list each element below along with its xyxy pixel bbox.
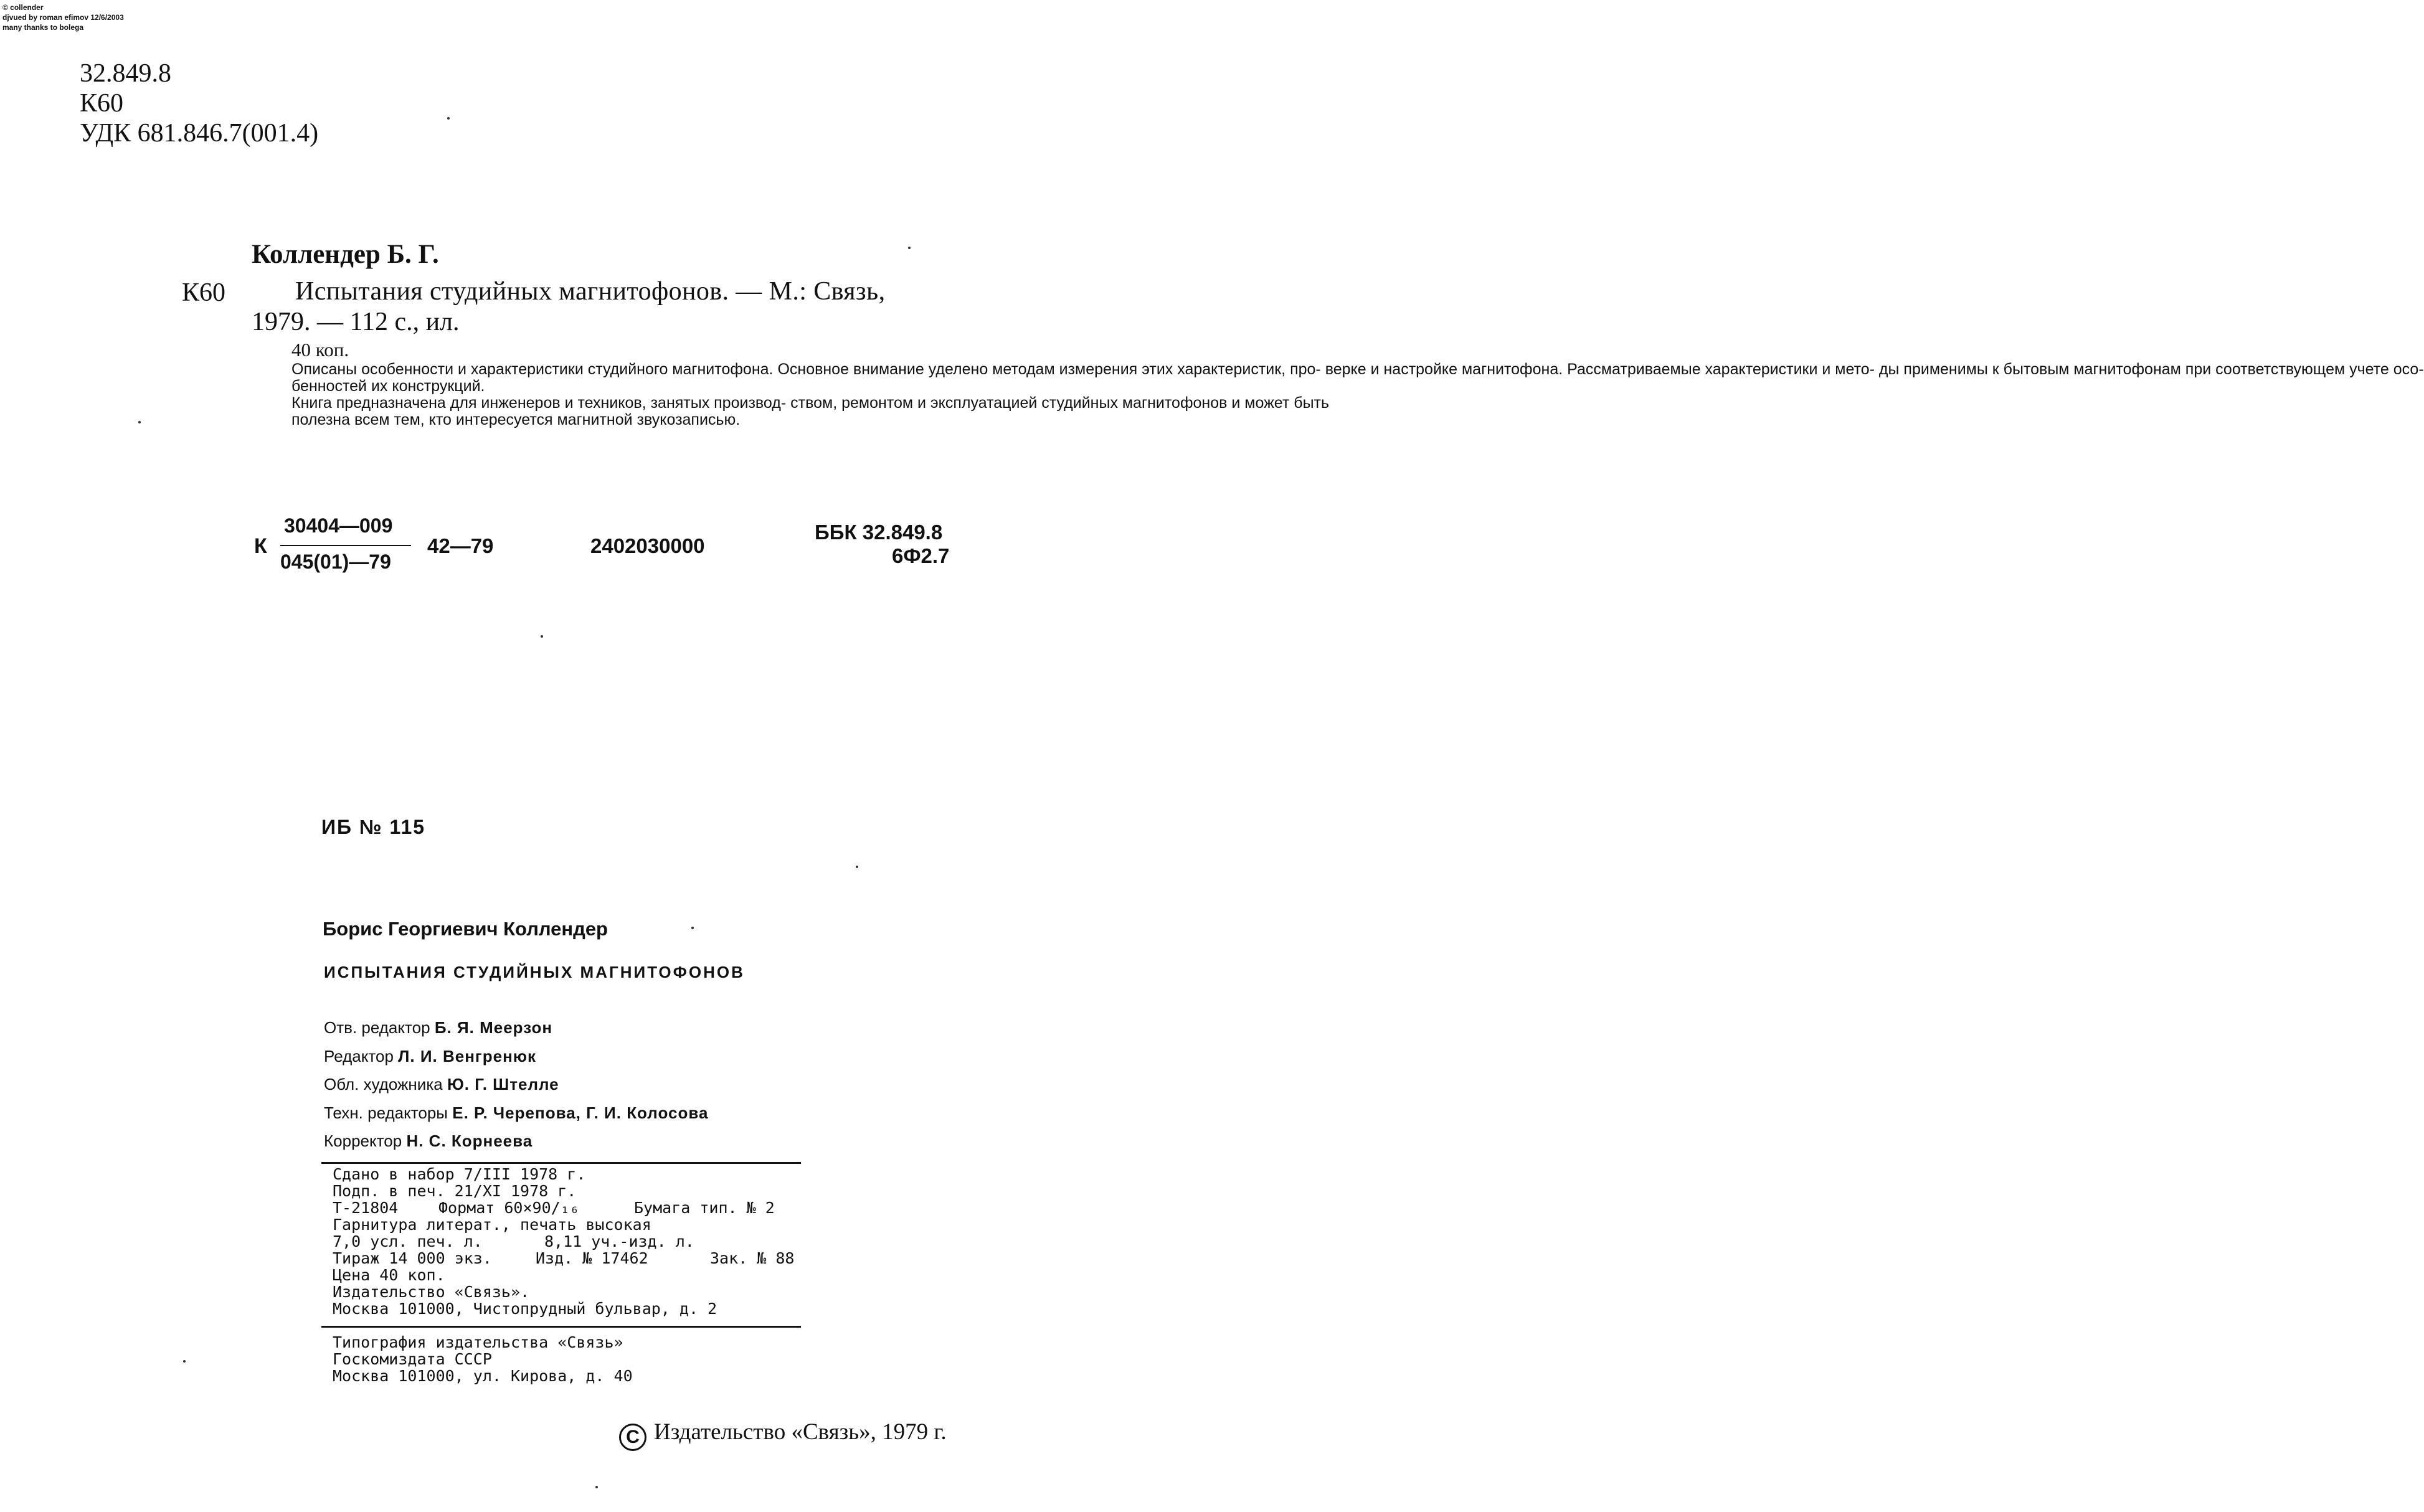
- printer-block: [333, 1334, 633, 1384]
- imprint-divider: [321, 1162, 801, 1164]
- scan-speck: [691, 927, 694, 929]
- copyright-icon: C: [619, 1424, 646, 1451]
- bbk-line: ББК 32.849.8: [815, 521, 943, 544]
- printer-divider: [321, 1326, 801, 1328]
- staff-row: [324, 1127, 708, 1156]
- imprint-paper: Бумага тип. № 2: [634, 1199, 775, 1217]
- printer-line: Госкомиздата СССР: [333, 1350, 492, 1368]
- scan-note-line: © collender: [2, 3, 44, 12]
- staff-row: [324, 1042, 708, 1071]
- catalog-price: 40 коп.: [291, 339, 349, 361]
- code-numerator: 30404—009: [284, 514, 393, 537]
- staff-name: Л. И. Венгренюк: [398, 1046, 537, 1065]
- abstract: [252, 361, 2424, 428]
- abstract-line: ством, ремонтом и эксплуатацией студийных магнитофонов и может быть: [790, 394, 1330, 412]
- staff-row: [324, 1099, 708, 1128]
- ib-number: ИБ № 115: [321, 816, 426, 838]
- scan-speck: [856, 866, 858, 868]
- imprint-price: Цена 40 коп.: [333, 1266, 445, 1284]
- author-mark: К60: [80, 89, 124, 118]
- catalog-title-line: Испытания студийных магнитофонов. — М.: Связь,: [295, 277, 886, 306]
- scan-speck: [183, 1360, 186, 1363]
- imprint-typeface: Гарнитура литерат., печать высокая: [333, 1216, 651, 1234]
- code-year: 42—79: [427, 534, 494, 557]
- code-letter: К: [254, 534, 267, 558]
- catalog-title-line: 1979. — 112 с., ил.: [252, 308, 460, 336]
- scan-speck: [447, 117, 450, 120]
- abstract-line: верке и настройке магнитофона. Рассматриваемые характеристики и мето-: [1325, 361, 1875, 378]
- scan-speck: [595, 1486, 598, 1488]
- scan-speck: [908, 247, 911, 249]
- scan-note-line: djvued by roman efimov 12/6/2003: [2, 13, 124, 22]
- book-title-caps: ИСПЫТАНИЯ СТУДИЙНЫХ МАГНИТОФОНОВ: [324, 963, 745, 981]
- imprint-pub-sheets: 8,11 уч.-изд. л.: [544, 1232, 694, 1250]
- staff-row: [324, 1070, 708, 1099]
- staff-name: Ю. Г. Штелле: [447, 1075, 559, 1094]
- abstract-line: Основное внимание уделено методам измерения этих характеристик, про-: [777, 361, 1321, 378]
- copyright-line: [619, 1419, 947, 1451]
- bbk-line: 6Ф2.7: [892, 544, 950, 567]
- staff-role: Техн. редакторы: [324, 1103, 448, 1122]
- staff-role: Отв. редактор: [324, 1018, 430, 1037]
- copyright-text: Издательство «Связь», 1979 г.: [654, 1419, 947, 1445]
- staff-role: Редактор: [324, 1046, 394, 1065]
- catalog-index: К60: [182, 278, 226, 307]
- abstract-line: Описаны особенности и характеристики студийного магнитофона.: [291, 361, 774, 378]
- classification-block: [80, 59, 318, 148]
- imprint-publisher-address: Москва 101000, Чистопрудный бульвар, д. 2: [333, 1300, 717, 1318]
- bbk-code: 32.849.8: [80, 59, 171, 88]
- staff-name: Б. Я. Меерзон: [434, 1018, 553, 1037]
- staff-credits: [324, 1014, 708, 1156]
- imprint-sent: Сдано в набор 7/III 1978 г.: [333, 1165, 586, 1183]
- imprint-format: Формат 60×90/₁₆: [438, 1199, 579, 1217]
- full-author-name: Борис Георгиевич Коллендер: [323, 918, 608, 940]
- imprint-signed: Подп. в печ. 21/XI 1978 г.: [333, 1182, 577, 1200]
- printer-line: Типография издательства «Связь»: [333, 1333, 623, 1351]
- staff-name: Е. Р. Черепова, Г. И. Колосова: [452, 1103, 709, 1122]
- imprint-order: Зак. № 88: [710, 1249, 795, 1267]
- abstract-line: Книга предназначена для инженеров и техников, занятых производ-: [291, 394, 787, 412]
- code-denominator: 045(01)—79: [280, 550, 391, 573]
- abstract-line: ды применимы к бытовым магнитофонам при соответствующем учете осо-: [1878, 361, 2424, 378]
- imprint-run: Тираж 14 000 экз.: [333, 1249, 492, 1267]
- imprint-order-code: Т-21804: [333, 1199, 399, 1217]
- imprint-sheets: 7,0 усл. печ. л.: [333, 1232, 483, 1250]
- catalog-author: Коллендер Б. Г.: [252, 240, 439, 269]
- staff-row: [324, 1014, 708, 1042]
- udk-code: УДК 681.846.7(001.4): [80, 119, 319, 148]
- scan-note-line: many thanks to bolega: [2, 23, 84, 32]
- printer-line: Москва 101000, ул. Кирова, д. 40: [333, 1367, 633, 1385]
- scan-speck: [138, 421, 141, 423]
- staff-name: Н. С. Корнеева: [406, 1132, 533, 1150]
- staff-role: Обл. художника: [324, 1075, 443, 1094]
- abstract-line: полезна всем тем, кто интересуется магнитной звукозаписью.: [291, 411, 741, 428]
- scan-speck: [541, 635, 543, 638]
- imprint-publisher: Издательство «Связь».: [333, 1283, 530, 1301]
- imprint-izd: Изд. № 17462: [536, 1249, 648, 1267]
- staff-role: Корректор: [324, 1132, 402, 1150]
- scan-note: [2, 2, 124, 32]
- abstract-paragraph: [252, 394, 1330, 428]
- fraction-line: [280, 545, 411, 546]
- abstract-line: бенностей их конструкций.: [291, 377, 485, 395]
- code-number: 2402030000: [590, 534, 705, 557]
- abstract-paragraph: [252, 361, 2424, 395]
